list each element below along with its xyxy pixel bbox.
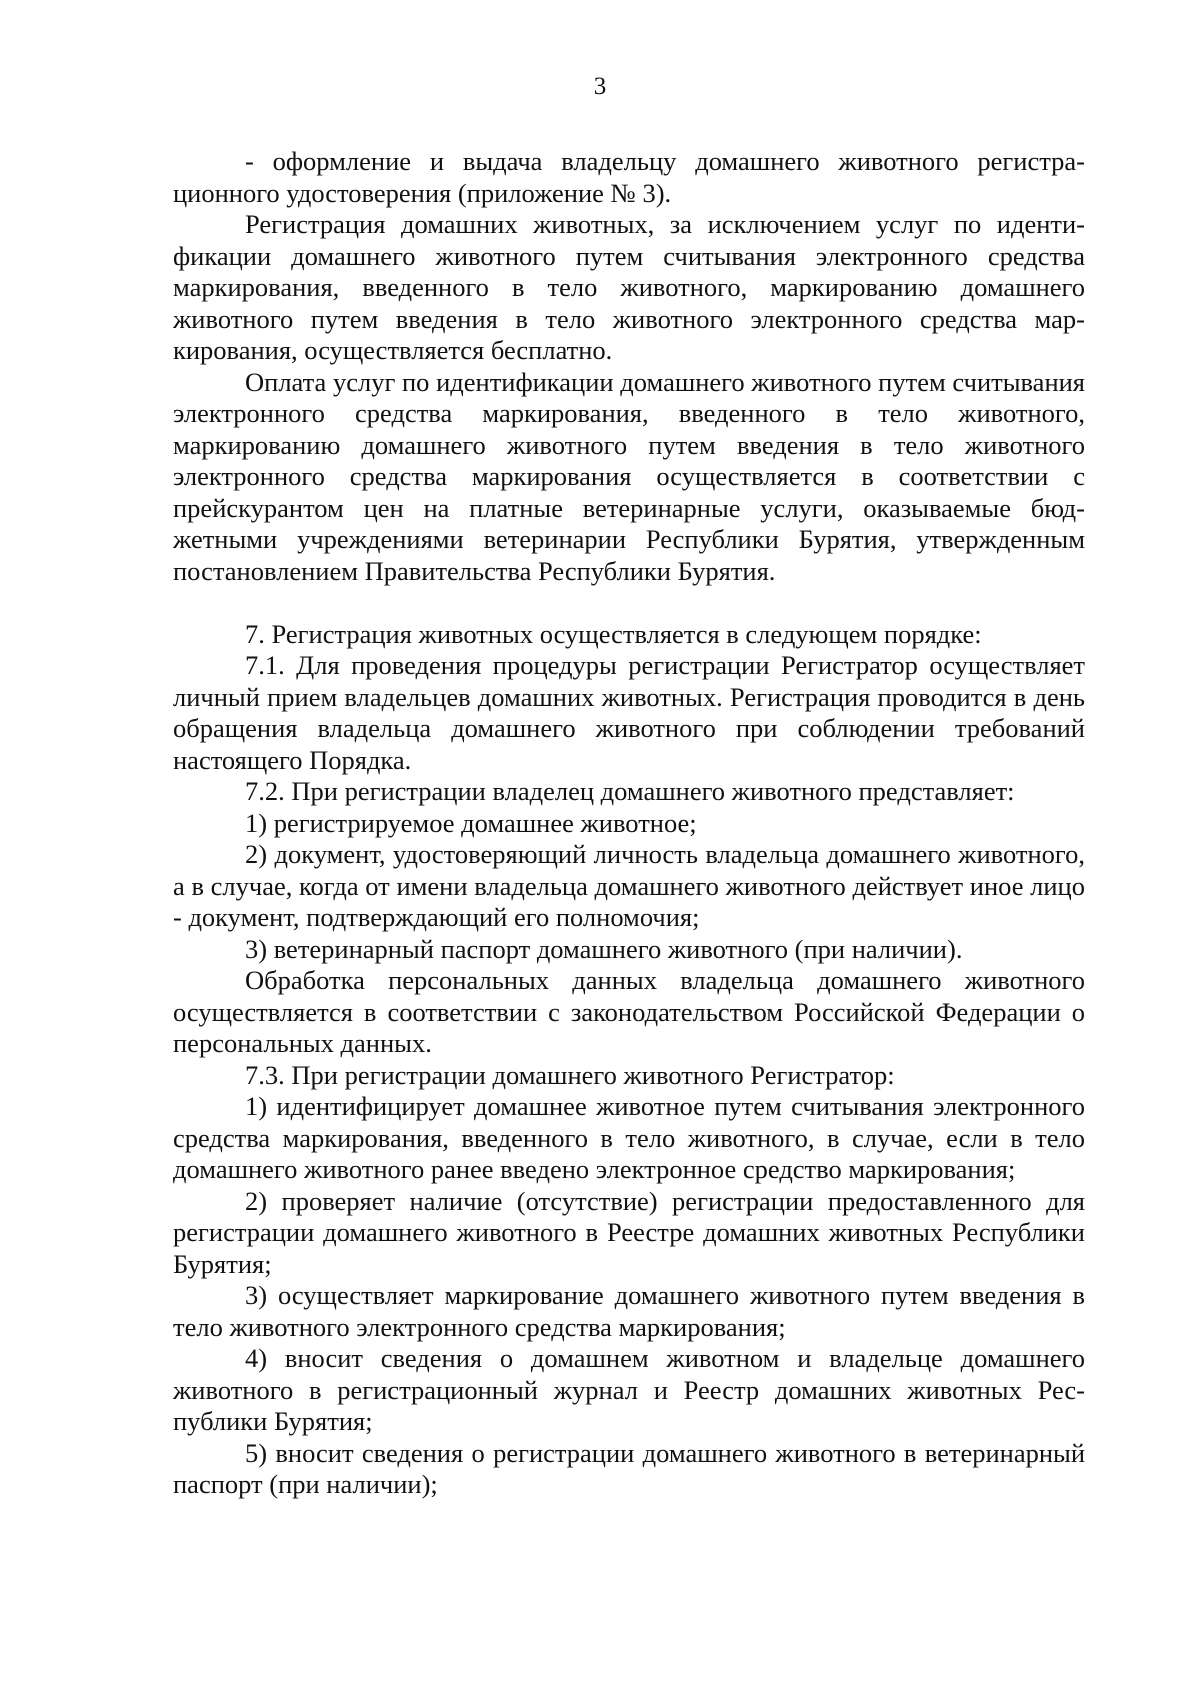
list-item-7-3-2: 2) проверяет наличие (отсутствие) регистрации предоставленного для регистрации домашнего животного в Реестре домашних животных Республики Бурятия; [173, 1185, 1085, 1279]
paragraph-section-7: 7. Регистрация животных осуществляется в следующем порядке: [245, 618, 982, 649]
paragraph-payment: Оплата услуг по идентификации домашнего животного путем считывания электронного средства маркирования, введенного в тело животного, маркированию домашнего животного путем введения в тело животного электронного средства маркирования осуществляется в соответствии с прейскурантом цен на платные ветеринарные услуги, оказываемые бюджетными учреждениями ветеринарии Республики Бурятия, утвержденным постановлением Правительства Республики Бурятия. [173, 366, 1085, 586]
list-item-7-2-3: 3) ветеринарный паспорт домашнего животного (при наличии). [245, 933, 963, 964]
paragraph-7-1: 7.1. Для проведения процедуры регистрации Регистратор осуществляет личный прием владельцев домашних животных. Регистрация проводится в день обращения владельца домашнего животного при соблюдении требований настоящего Порядка. [173, 650, 1085, 775]
list-item-7-3-1: 1) идентифицирует домашнее животное путем считывания электронного средства маркирования, введенного в тело животного, в случае, если в тело домашнего животного ранее введено электронное средство маркирования; [173, 1091, 1085, 1184]
paragraph-7-2: 7.2. При регистрации владелец домашнего животного представляет: [245, 776, 1015, 806]
list-item-7-3-3: 3) осуществляет маркирование домашнего животного путем введения в тело животного электронного средства маркирования; [173, 1280, 1085, 1342]
list-item-7-2-1: 1) регистрируемое домашнее животное; [245, 807, 697, 838]
list-item-7-3-5: 5) вносит сведения о регистрации домашнего животного в ветеринарный паспорт (при наличии); [173, 1437, 1085, 1499]
paragraph-free-registration: Регистрация домашних животных, за исключением услуг по идентификации домашнего животного путем считывания электронного средства маркирования, введенного в тело животного, маркированию домашнего животного путем введения в тело животного электронного средства маркирования, осуществляется бесплатно. [173, 209, 1085, 365]
list-item-7-2-2: 2) документ, удостоверяющий личность владельца домашнего животного, а в случае, когда от имени владельца домашнего животного действует иное лицо - документ, подтверждающий его полномочия; [173, 839, 1085, 932]
paragraph-personal-data: Обработка персональных данных владельца домашнего животного осуществляется в соответствии с законодательством Российской Федерации о персональных данных. [173, 965, 1085, 1058]
paragraph-issue-certificate: - оформление и выдача владельцу домашнего животного регистрационного удостоверения (приложение № 3). [173, 146, 1085, 208]
list-item-7-3-4: 4) вносит сведения о домашнем животном и владельце домашнего животного в регистрационный журнал и Реестр домашних животных Республики Бурятия; [173, 1343, 1085, 1436]
document-body [173, 146, 1085, 1501]
page-number: 3 [593, 73, 607, 100]
paragraph-7-3: 7.3. При регистрации домашнего животного Регистратор: [245, 1059, 895, 1090]
